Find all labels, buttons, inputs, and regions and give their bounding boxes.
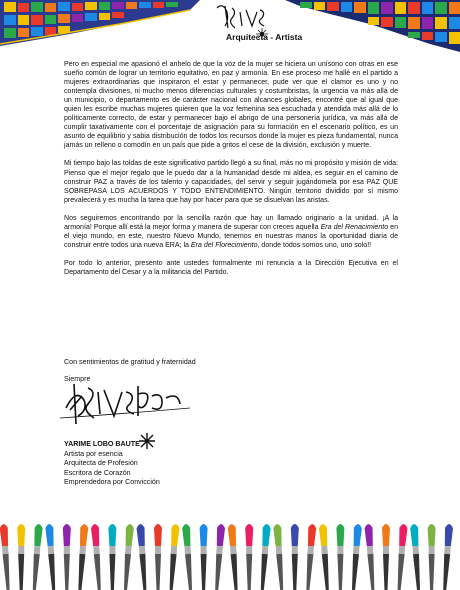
letterhead xyxy=(0,0,460,58)
paintbrush-tip xyxy=(364,524,374,547)
paintbrush-ferrule xyxy=(444,546,451,554)
paintbrush-handle xyxy=(94,554,102,590)
paintbrush xyxy=(213,524,226,590)
paintbrush-tip xyxy=(63,524,71,546)
paintbrush xyxy=(258,524,271,590)
paintbrush-ferrule xyxy=(2,546,9,554)
paintbrush-ferrule xyxy=(64,546,70,554)
paintbrush-tip xyxy=(319,524,329,547)
paintbrush-handle xyxy=(48,554,56,590)
signer-title-3: Escritora de Corazón xyxy=(64,468,131,477)
paintbrush xyxy=(122,524,135,590)
paintbrush-tip xyxy=(261,524,271,547)
paintbrush-handle xyxy=(276,554,284,590)
paintbrush-handle xyxy=(3,554,11,590)
paintbrush xyxy=(63,524,71,590)
paintbrush-ferrule xyxy=(79,546,86,554)
paintbrush xyxy=(76,524,89,590)
paintbrush-handle xyxy=(259,554,267,590)
paragraph-1: Pero en especial me apasionó el anhelo de que la voz de la mujer se hiciera un unísono con otras en ese sueño común de lograr un territorio equitativo, en paz y armonía. En ese proceso me hallé en el partido a mujeres extraordinarias que inspiraron el estar y permanecer, pude ver que el clamor es uno y no contempla divisiones, ni mucho menos diferencias culturales y costumbristas, la urgencia va más allá de un municipio, o departamento es de carácter nacional con alcances globales, encontré que al igual que quien les escribe muchas mujeres quieren que la voz femenina sea escuchada y atendida más allá de lo políticamente correcto, de estar y permanecer bajo el abrigo de una personería jurídica, va más allá de cumplir taxativamente con el porcentaje de asignación para su formación en el escenario político, es un asunto de equilibrio y sabia distribución de todos los recursos donde la mujer es pieza fundamental, nunca jamás un relleno o comodín en un país que pide a gritos el cese de la división, exclusión y muerte. xyxy=(64,61,398,150)
letter-body xyxy=(64,60,398,286)
mosaic-left xyxy=(0,0,200,46)
paintbrush-tip xyxy=(245,524,253,546)
paragraph-3-part-a: Nos seguiremos encontrando por la sencilla razón que hay un llamado originario a la unidad. ¡A la armonía! Porque allí está la mejor forma y manera de superar con creces aquella xyxy=(64,214,398,231)
paintbrush xyxy=(304,524,317,590)
paintbrush-handle xyxy=(351,554,359,590)
paintbrush-tip xyxy=(0,524,9,547)
paintbrush-ferrule xyxy=(429,546,435,554)
mosaic-banner xyxy=(0,0,460,58)
paintbrush xyxy=(428,524,436,590)
paintbrush-ferrule xyxy=(353,546,360,554)
paintbrush-ferrule xyxy=(307,546,314,554)
paragraph-3-part-c: en el viejo mundo, en este, nuestro Nuevo Mundo, tenemos en nuestras manos la oportunidad diaria de construir entre todos una nueva ERA; la xyxy=(64,223,399,249)
paintbrush-ferrule xyxy=(184,546,191,554)
paintbrush-ferrule xyxy=(399,546,406,554)
paintbrush-tip xyxy=(336,524,344,546)
paintbrush-tip xyxy=(91,524,101,547)
asterisk-mark-icon xyxy=(138,432,156,450)
paintbrush xyxy=(395,524,408,590)
paintbrush xyxy=(382,524,390,590)
paintbrush-ferrule xyxy=(412,546,419,554)
paintbrush-ferrule xyxy=(155,546,161,554)
paintbrush-handle xyxy=(429,554,435,590)
paintbrush xyxy=(182,524,195,590)
paintbrush xyxy=(410,524,423,590)
era-florecimiento: Era del Florecimiento xyxy=(190,241,258,249)
paintbrush-ferrule xyxy=(18,546,24,554)
paintbrush-tip xyxy=(382,524,390,546)
paintbrush-handle xyxy=(201,554,207,590)
paintbrush-tip xyxy=(125,524,135,547)
paintbrush xyxy=(441,524,454,590)
paintbrush xyxy=(167,524,180,590)
signer-title-1: Artista por esencia xyxy=(64,449,123,458)
paintbrush xyxy=(91,524,104,590)
paintbrush-handle xyxy=(168,554,176,590)
paintbrush xyxy=(108,524,116,590)
paintbrush xyxy=(136,524,149,590)
paintbrush-tip xyxy=(170,524,180,547)
paintbrush-tip xyxy=(216,524,226,547)
paintbrush-ferrule xyxy=(34,546,41,554)
signer-title-2: Arquitecta de Profesión xyxy=(64,459,138,468)
paintbrush-ferrule xyxy=(109,546,115,554)
paintbrush xyxy=(17,524,25,590)
paintbrush-handle xyxy=(214,554,222,590)
paintbrush-tip xyxy=(136,524,146,547)
paintbrush-handle xyxy=(367,554,375,590)
paintbrush-tip xyxy=(154,524,162,546)
paintbrush-handle xyxy=(337,554,343,590)
paintbrush-handle xyxy=(123,554,131,590)
paragraph-2: Mi tiempo bajo las toldas de este significativo partido llegó a su final, más no mi propósito y misión de vida: Pienso que el mejor regalo que le puedo dar a la humanidad desde mi aldea, es seguir en el camino de construir PAZ a través de los talento y capacidades, del servir y seguir jugándomela por esa PAZ QUE SOBREPASA LOS ACUERDOS Y TODO ENTENDIMIENTO. Ningún territorio dividido por sí mismo prevalecerá y es mucha la tarea que hay por hacer para que se disuelvan las aristas. xyxy=(64,160,398,204)
paintbrush-ferrule xyxy=(216,546,223,554)
paintbrush-ferrule xyxy=(292,546,298,554)
paragraph-3-part-e: , donde todos somos uno, uno solo!! xyxy=(257,241,372,249)
mosaic-right xyxy=(285,0,460,52)
paintbrush-handle xyxy=(383,554,389,590)
paragraph-4: Por todo lo anterior, presento ante ustedes formalmente mi renuncia a la Dirección Ejecutiva en el Departamento del Cesar y a la militancia del Partido. xyxy=(64,259,398,276)
paintbrush-ferrule xyxy=(262,546,269,554)
paintbrush-tip xyxy=(428,524,436,546)
paintbrush-handle xyxy=(246,554,252,590)
paintbrush-tip xyxy=(291,524,299,546)
paintbrush xyxy=(45,524,58,590)
logo-subtitle: Arquitecta - Artista xyxy=(226,32,303,42)
paintbrush-ferrule xyxy=(93,546,100,554)
paintbrush-tip xyxy=(17,524,25,546)
paintbrush xyxy=(0,524,12,590)
paintbrush-ferrule xyxy=(246,546,252,554)
paintbrush-ferrule xyxy=(321,546,328,554)
paintbrush-ferrule xyxy=(125,546,132,554)
paintbrush-handle xyxy=(442,554,450,590)
paintbrush-handle xyxy=(18,554,24,590)
closing-line: Con sentimientos de gratitud y fraternidad xyxy=(64,358,196,366)
paintbrush-tip xyxy=(227,524,237,547)
paintbrush-handle xyxy=(413,554,421,590)
paintbrush-tip xyxy=(353,524,363,547)
paintbrush-handle xyxy=(305,554,313,590)
paintbrush-ferrule xyxy=(201,546,207,554)
paintbrush-ferrule xyxy=(383,546,389,554)
signer-name: YARIME LOBO BAUTE xyxy=(64,440,140,448)
closing-siempre: Siempre xyxy=(64,375,91,383)
paintbrush xyxy=(30,524,43,590)
paintbrush-tip xyxy=(273,524,283,547)
signer-title-4: Emprendedora por Convicción xyxy=(64,478,160,487)
paintbrush-ferrule xyxy=(171,546,178,554)
paintbrush xyxy=(154,524,162,590)
paintbrush-ferrule xyxy=(139,546,146,554)
paintbrush-handle xyxy=(396,554,404,590)
paintbrush xyxy=(319,524,332,590)
paintbrush-tip xyxy=(33,524,43,547)
paintbrush xyxy=(336,524,344,590)
paintbrush-tip xyxy=(108,524,116,546)
paintbrush-handle xyxy=(155,554,161,590)
paintbrush-handle xyxy=(31,554,39,590)
paintbrush-handle xyxy=(139,554,147,590)
paintbrush-tip xyxy=(398,524,408,547)
paintbrush-footer xyxy=(0,520,460,590)
paintbrush xyxy=(227,524,240,590)
paintbrush-ferrule xyxy=(48,546,55,554)
paintbrush-handle xyxy=(109,554,115,590)
paintbrush xyxy=(350,524,363,590)
paintbrush-tip xyxy=(182,524,192,547)
era-renacimiento: Era del Renacimiento xyxy=(320,223,389,231)
paintbrush xyxy=(200,524,208,590)
paintbrush-tip xyxy=(444,524,454,547)
paintbrush xyxy=(291,524,299,590)
paintbrush-tip xyxy=(410,524,420,547)
paintbrush-handle xyxy=(292,554,298,590)
paintbrush-ferrule xyxy=(337,546,343,554)
paintbrush-tip xyxy=(307,524,317,547)
paintbrush-handle xyxy=(231,554,239,590)
paintbrush-ferrule xyxy=(367,546,374,554)
handwritten-signature xyxy=(60,378,200,426)
paintbrush-tip xyxy=(45,524,55,547)
paintbrush-handle xyxy=(322,554,330,590)
paintbrush-handle xyxy=(64,554,70,590)
paintbrush-handle xyxy=(77,554,85,590)
paintbrush xyxy=(273,524,286,590)
paintbrush-handle xyxy=(185,554,193,590)
paintbrush-ferrule xyxy=(276,546,283,554)
paragraph-3 xyxy=(64,214,398,250)
paintbrush xyxy=(245,524,253,590)
paintbrush xyxy=(364,524,377,590)
paintbrush-ferrule xyxy=(230,546,237,554)
paintbrush-tip xyxy=(79,524,89,547)
paintbrush-tip xyxy=(200,524,208,546)
